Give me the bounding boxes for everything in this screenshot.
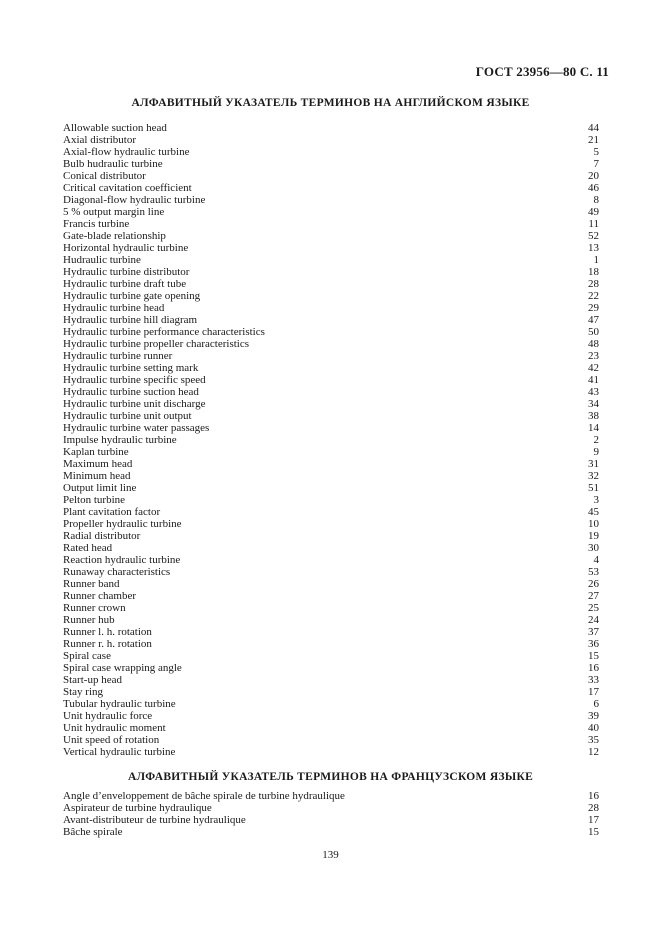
index-term: Critical cavitation coefficient bbox=[63, 182, 192, 194]
index-term-number: 40 bbox=[588, 722, 599, 734]
index-entry bbox=[63, 566, 599, 578]
index-entry bbox=[63, 650, 599, 662]
index-entry bbox=[63, 134, 599, 146]
index-term-number: 22 bbox=[588, 290, 599, 302]
index-term: Bâche spirale bbox=[63, 826, 123, 838]
index-term-number: 17 bbox=[588, 814, 599, 826]
index-entry bbox=[63, 434, 599, 446]
index-entry bbox=[63, 506, 599, 518]
index-term-number: 10 bbox=[588, 518, 599, 530]
index-term: Angle d’enveloppement de bâche spirale de turbine hydraulique bbox=[63, 790, 345, 802]
index-term-number: 52 bbox=[588, 230, 599, 242]
index-term-number: 25 bbox=[588, 602, 599, 614]
index-term: Runner crown bbox=[63, 602, 126, 614]
index-term: Output limit line bbox=[63, 482, 137, 494]
page-number: 139 bbox=[322, 849, 339, 861]
index-term-number: 21 bbox=[588, 134, 599, 146]
index-term-number: 33 bbox=[588, 674, 599, 686]
index-term-number: 51 bbox=[588, 482, 599, 494]
index-term: Hydraulic turbine performance characteristics bbox=[63, 326, 265, 338]
index-term: Diagonal-flow hydraulic turbine bbox=[63, 194, 206, 206]
index-entry bbox=[63, 398, 599, 410]
index-entry bbox=[63, 542, 599, 554]
index-term: Horizontal hydraulic turbine bbox=[63, 242, 189, 254]
index-entry bbox=[63, 626, 599, 638]
index-entry bbox=[63, 314, 599, 326]
index-entry bbox=[63, 350, 599, 362]
term-index-english bbox=[63, 122, 599, 758]
index-entry bbox=[63, 826, 599, 838]
index-entry bbox=[63, 122, 599, 134]
index-entry bbox=[63, 218, 599, 230]
index-entry bbox=[63, 470, 599, 482]
index-entry bbox=[63, 686, 599, 698]
index-term-number: 48 bbox=[588, 338, 599, 350]
index-term-number: 43 bbox=[588, 386, 599, 398]
index-entry bbox=[63, 446, 599, 458]
index-term: Axial-flow hydraulic turbine bbox=[63, 146, 190, 158]
index-term-number: 38 bbox=[588, 410, 599, 422]
index-entry bbox=[63, 638, 599, 650]
index-entry bbox=[63, 158, 599, 170]
index-entry bbox=[63, 482, 599, 494]
index-term-number: 47 bbox=[588, 314, 599, 326]
index-entry bbox=[63, 374, 599, 386]
index-entry bbox=[63, 662, 599, 674]
index-entry bbox=[63, 602, 599, 614]
index-entry bbox=[63, 254, 599, 266]
document-header: ГОСТ 23956—80 С. 11 bbox=[475, 64, 609, 79]
index-entry bbox=[63, 530, 599, 542]
index-entry bbox=[63, 790, 599, 802]
index-term-number: 24 bbox=[588, 614, 599, 626]
index-term: Bulb hudraulic turbine bbox=[63, 158, 163, 170]
index-term-number: 45 bbox=[588, 506, 599, 518]
index-term: Hydraulic turbine unit discharge bbox=[63, 398, 206, 410]
index-term: Runner chamber bbox=[63, 590, 136, 602]
index-term: Runner r. h. rotation bbox=[63, 638, 152, 650]
index-term: Unit hydraulic moment bbox=[63, 722, 166, 734]
index-term-number: 8 bbox=[593, 194, 599, 206]
index-term: Maximum head bbox=[63, 458, 133, 470]
index-term-number: 41 bbox=[588, 374, 599, 386]
index-term: Start-up head bbox=[63, 674, 122, 686]
index-term-number: 3 bbox=[593, 494, 599, 506]
index-term-number: 50 bbox=[588, 326, 599, 338]
index-term-number: 15 bbox=[588, 650, 599, 662]
index-term: Radial distributor bbox=[63, 530, 141, 542]
index-entry bbox=[63, 194, 599, 206]
index-entry bbox=[63, 230, 599, 242]
section-title-english: АЛФАВИТНЫЙ УКАЗАТЕЛЬ ТЕРМИНОВ НА АНГЛИЙСКОМ ЯЗЫКЕ bbox=[131, 97, 530, 109]
index-term: Aspirateur de turbine hydraulique bbox=[63, 802, 212, 814]
index-term: Axial distributor bbox=[63, 134, 137, 146]
index-term: Allowable suction head bbox=[63, 122, 167, 134]
index-term-number: 2 bbox=[593, 434, 599, 446]
index-term: Hydraulic turbine runner bbox=[63, 350, 173, 362]
index-term-number: 29 bbox=[588, 302, 599, 314]
index-term: Vertical hydraulic turbine bbox=[63, 746, 176, 758]
index-entry bbox=[63, 710, 599, 722]
index-term: Francis turbine bbox=[63, 218, 130, 230]
index-term-number: 35 bbox=[588, 734, 599, 746]
index-term-number: 30 bbox=[588, 542, 599, 554]
index-term-number: 27 bbox=[588, 590, 599, 602]
index-term-number: 6 bbox=[593, 698, 599, 710]
index-entry bbox=[63, 170, 599, 182]
index-entry bbox=[63, 518, 599, 530]
index-entry bbox=[63, 206, 599, 218]
index-entry bbox=[63, 266, 599, 278]
index-term: Hydraulic turbine distributor bbox=[63, 266, 190, 278]
index-term: Runner band bbox=[63, 578, 120, 590]
index-entry bbox=[63, 146, 599, 158]
index-entry bbox=[63, 362, 599, 374]
index-term-number: 32 bbox=[588, 470, 599, 482]
index-entry bbox=[63, 746, 599, 758]
index-entry bbox=[63, 614, 599, 626]
index-term-number: 49 bbox=[588, 206, 599, 218]
index-entry bbox=[63, 338, 599, 350]
index-term: Avant-distributeur de turbine hydraulique bbox=[63, 814, 246, 826]
index-term-number: 17 bbox=[588, 686, 599, 698]
index-entry bbox=[63, 734, 599, 746]
index-term: Hydraulic turbine water passages bbox=[63, 422, 210, 434]
index-entry bbox=[63, 814, 599, 826]
index-term-number: 34 bbox=[588, 398, 599, 410]
index-term: Unit hydraulic force bbox=[63, 710, 153, 722]
index-term-number: 11 bbox=[588, 218, 599, 230]
index-term: Unit speed of rotation bbox=[63, 734, 160, 746]
index-entry bbox=[63, 494, 599, 506]
index-term-number: 16 bbox=[588, 790, 599, 802]
index-entry bbox=[63, 278, 599, 290]
index-term: Hydraulic turbine setting mark bbox=[63, 362, 199, 374]
index-entry bbox=[63, 722, 599, 734]
index-term: Hydraulic turbine specific speed bbox=[63, 374, 206, 386]
index-term: Hydraulic turbine hill diagram bbox=[63, 314, 198, 326]
index-term-number: 19 bbox=[588, 530, 599, 542]
index-term: Hydraulic turbine gate opening bbox=[63, 290, 201, 302]
index-entry bbox=[63, 386, 599, 398]
index-entry bbox=[63, 458, 599, 470]
index-term: Hydraulic turbine unit output bbox=[63, 410, 192, 422]
index-entry bbox=[63, 802, 599, 814]
index-term-number: 53 bbox=[588, 566, 599, 578]
index-term-number: 20 bbox=[588, 170, 599, 182]
index-term: Propeller hydraulic turbine bbox=[63, 518, 182, 530]
index-term: 5 % output margin line bbox=[63, 206, 165, 218]
index-term: Runner l. h. rotation bbox=[63, 626, 152, 638]
index-term: Plant cavitation factor bbox=[63, 506, 161, 518]
index-term: Runaway characteristics bbox=[63, 566, 171, 578]
section-title-french: АЛФАВИТНЫЙ УКАЗАТЕЛЬ ТЕРМИНОВ НА ФРАНЦУЗСКОМ ЯЗЫКЕ bbox=[127, 771, 534, 783]
index-term-number: 42 bbox=[588, 362, 599, 374]
index-entry bbox=[63, 326, 599, 338]
index-term-number: 37 bbox=[588, 626, 599, 638]
term-index-french bbox=[63, 790, 599, 838]
index-term: Rated head bbox=[63, 542, 113, 554]
index-entry bbox=[63, 422, 599, 434]
index-entry bbox=[63, 674, 599, 686]
index-term: Hydraulic turbine propeller characteristics bbox=[63, 338, 250, 350]
index-term-number: 26 bbox=[588, 578, 599, 590]
index-term-number: 5 bbox=[593, 146, 599, 158]
index-term-number: 28 bbox=[588, 802, 599, 814]
index-term: Hydraulic turbine head bbox=[63, 302, 165, 314]
index-term: Hydraulic turbine draft tube bbox=[63, 278, 187, 290]
index-term: Runner hub bbox=[63, 614, 115, 626]
index-term-number: 39 bbox=[588, 710, 599, 722]
index-term-number: 18 bbox=[588, 266, 599, 278]
index-term: Stay ring bbox=[63, 686, 104, 698]
index-term-number: 31 bbox=[588, 458, 599, 470]
index-term-number: 12 bbox=[588, 746, 599, 758]
index-term-number: 15 bbox=[588, 826, 599, 838]
index-term-number: 44 bbox=[588, 122, 599, 134]
index-term: Pelton turbine bbox=[63, 494, 126, 506]
index-entry bbox=[63, 698, 599, 710]
index-entry bbox=[63, 590, 599, 602]
index-term: Minimum head bbox=[63, 470, 131, 482]
index-entry bbox=[63, 182, 599, 194]
index-term-number: 7 bbox=[593, 158, 599, 170]
index-term: Hudraulic turbine bbox=[63, 254, 141, 266]
index-entry bbox=[63, 410, 599, 422]
index-term: Kaplan turbine bbox=[63, 446, 129, 458]
index-entry bbox=[63, 578, 599, 590]
index-term: Hydraulic turbine suction head bbox=[63, 386, 199, 398]
index-entry bbox=[63, 302, 599, 314]
index-term: Spiral case bbox=[63, 650, 111, 662]
index-term-number: 9 bbox=[593, 446, 599, 458]
index-term-number: 36 bbox=[588, 638, 599, 650]
index-term-number: 13 bbox=[588, 242, 599, 254]
index-term: Conical distributor bbox=[63, 170, 146, 182]
index-term: Impulse hydraulic turbine bbox=[63, 434, 177, 446]
index-term-number: 4 bbox=[593, 554, 599, 566]
index-term: Spiral case wrapping angle bbox=[63, 662, 182, 674]
index-term: Tubular hydraulic turbine bbox=[63, 698, 176, 710]
index-term-number: 46 bbox=[588, 182, 599, 194]
index-term: Reaction hydraulic turbine bbox=[63, 554, 181, 566]
index-term-number: 14 bbox=[588, 422, 599, 434]
index-term: Gate-blade relationship bbox=[63, 230, 166, 242]
index-entry bbox=[63, 242, 599, 254]
index-entry bbox=[63, 290, 599, 302]
index-term-number: 16 bbox=[588, 662, 599, 674]
index-term-number: 28 bbox=[588, 278, 599, 290]
index-term-number: 1 bbox=[593, 254, 599, 266]
index-term-number: 23 bbox=[588, 350, 599, 362]
index-entry bbox=[63, 554, 599, 566]
